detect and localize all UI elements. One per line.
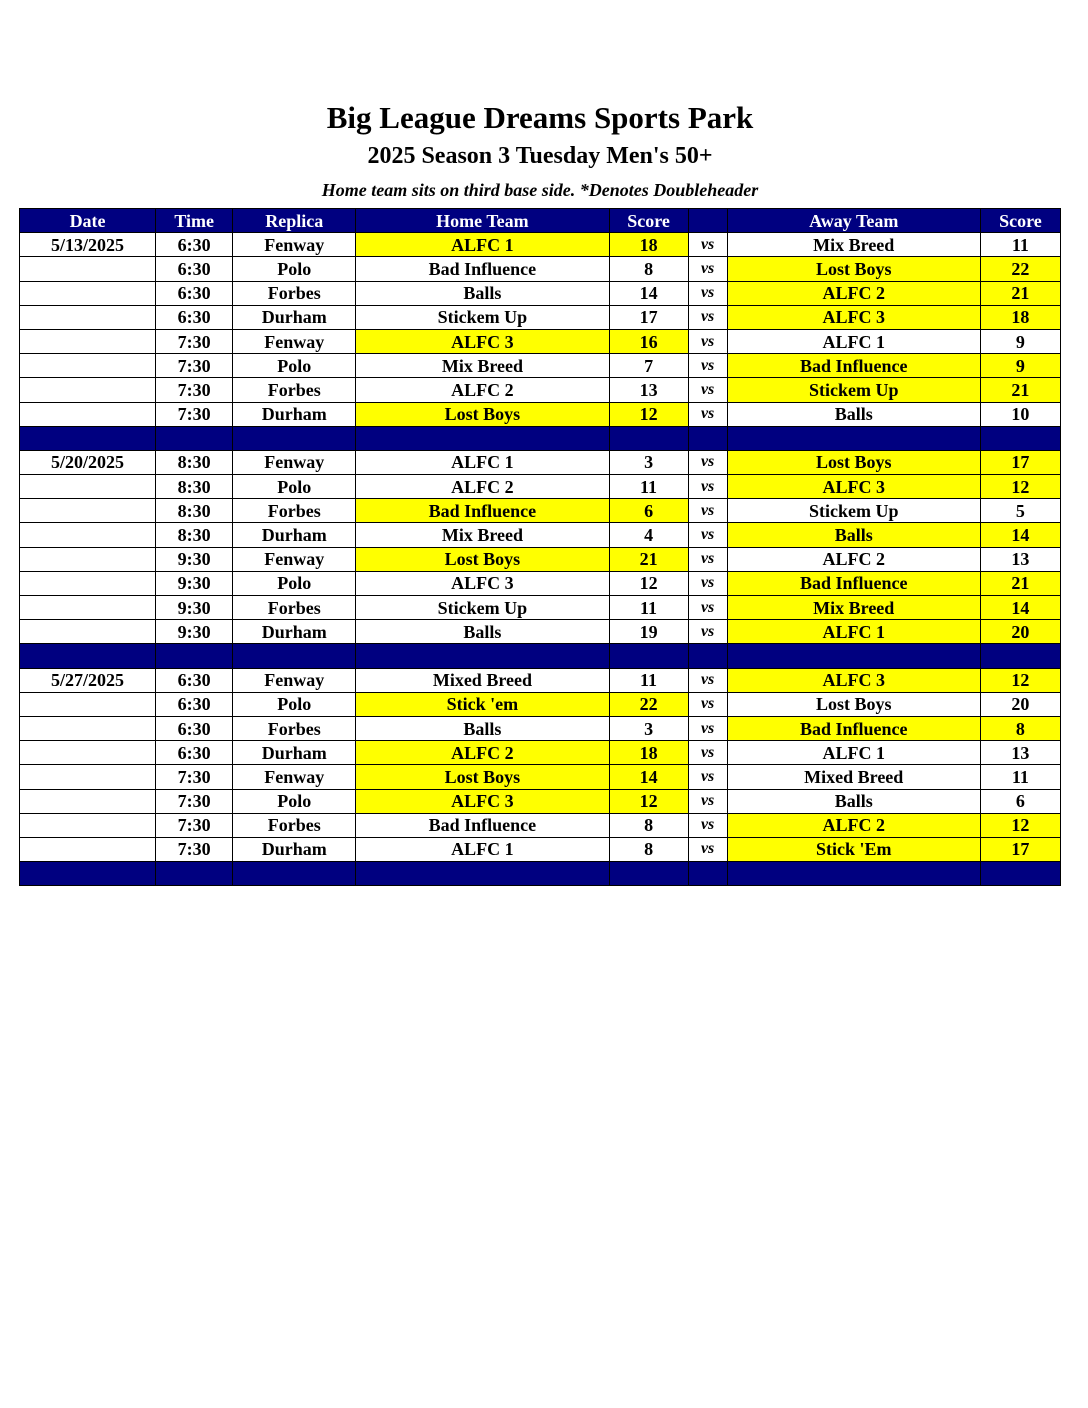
away-score-cell: 21 <box>980 281 1060 305</box>
replica-cell: Fenway <box>233 668 356 692</box>
table-row <box>20 741 1061 765</box>
home-team-cell: Mix Breed <box>356 354 609 378</box>
time-cell: 6:30 <box>156 233 233 257</box>
separator-cell <box>356 644 609 668</box>
replica-cell: Polo <box>233 789 356 813</box>
away-team-cell: Balls <box>727 523 980 547</box>
away-score-cell: 5 <box>980 499 1060 523</box>
time-cell: 9:30 <box>156 620 233 644</box>
table-row <box>20 281 1061 305</box>
separator-cell <box>727 426 980 450</box>
vs-cell: vs <box>688 378 727 402</box>
vs-cell: vs <box>688 765 727 789</box>
home-team-cell: Mix Breed <box>356 523 609 547</box>
separator-cell <box>20 426 156 450</box>
date-cell <box>20 257 156 281</box>
column-header-home-team: Home Team <box>356 209 609 233</box>
away-score-cell: 17 <box>980 450 1060 474</box>
home-score-cell: 6 <box>609 499 688 523</box>
time-cell: 7:30 <box>156 813 233 837</box>
replica-cell: Durham <box>233 620 356 644</box>
table-row <box>20 233 1061 257</box>
schedule-table <box>19 208 1061 886</box>
schedule-note: Home team sits on third base side. *Denotes Doubleheader <box>321 180 759 200</box>
time-cell: 9:30 <box>156 571 233 595</box>
separator-cell <box>688 426 727 450</box>
page-title: Big League Dreams Sports Park <box>326 100 754 135</box>
away-score-cell: 17 <box>980 837 1060 861</box>
away-score-cell: 11 <box>980 765 1060 789</box>
vs-cell: vs <box>688 789 727 813</box>
column-header-date: Date <box>20 209 156 233</box>
table-row <box>20 499 1061 523</box>
home-score-cell: 4 <box>609 523 688 547</box>
vs-cell: vs <box>688 571 727 595</box>
away-team-cell: Mix Breed <box>727 596 980 620</box>
vs-cell: vs <box>688 305 727 329</box>
separator-cell <box>156 644 233 668</box>
time-cell: 6:30 <box>156 281 233 305</box>
time-cell: 9:30 <box>156 596 233 620</box>
separator-cell <box>980 644 1060 668</box>
home-score-cell: 3 <box>609 716 688 740</box>
away-score-cell: 21 <box>980 378 1060 402</box>
home-score-cell: 22 <box>609 692 688 716</box>
home-score-cell: 3 <box>609 450 688 474</box>
separator-cell <box>233 862 356 886</box>
replica-cell: Fenway <box>233 547 356 571</box>
time-cell: 9:30 <box>156 547 233 571</box>
vs-cell: vs <box>688 692 727 716</box>
home-team-cell: Balls <box>356 716 609 740</box>
away-team-cell: ALFC 3 <box>727 305 980 329</box>
home-team-cell: Mixed Breed <box>356 668 609 692</box>
home-team-cell: ALFC 3 <box>356 789 609 813</box>
home-score-cell: 12 <box>609 571 688 595</box>
column-header-vs <box>688 209 727 233</box>
date-cell <box>20 837 156 861</box>
replica-cell: Durham <box>233 837 356 861</box>
away-score-cell: 14 <box>980 596 1060 620</box>
away-score-cell: 8 <box>980 716 1060 740</box>
replica-cell: Forbes <box>233 596 356 620</box>
table-row <box>20 716 1061 740</box>
column-header-away-score: Score <box>980 209 1060 233</box>
table-row <box>20 257 1061 281</box>
separator-cell <box>20 644 156 668</box>
date-cell <box>20 378 156 402</box>
table-row <box>20 523 1061 547</box>
away-team-cell: ALFC 2 <box>727 813 980 837</box>
home-score-cell: 12 <box>609 789 688 813</box>
vs-cell: vs <box>688 329 727 353</box>
date-cell: 5/27/2025 <box>20 668 156 692</box>
column-header-home-score: Score <box>609 209 688 233</box>
time-cell: 6:30 <box>156 257 233 281</box>
table-row <box>20 789 1061 813</box>
home-team-cell: ALFC 3 <box>356 571 609 595</box>
vs-cell: vs <box>688 620 727 644</box>
vs-cell: vs <box>688 354 727 378</box>
date-cell <box>20 499 156 523</box>
away-score-cell: 9 <box>980 329 1060 353</box>
replica-cell: Polo <box>233 692 356 716</box>
home-team-cell: Stickem Up <box>356 596 609 620</box>
separator-cell <box>688 644 727 668</box>
separator-cell <box>20 862 156 886</box>
time-cell: 6:30 <box>156 692 233 716</box>
table-header-row <box>20 209 1061 233</box>
separator-cell <box>609 426 688 450</box>
date-cell <box>20 765 156 789</box>
date-cell <box>20 305 156 329</box>
table-row <box>20 620 1061 644</box>
table-row <box>20 402 1061 426</box>
time-cell: 7:30 <box>156 765 233 789</box>
away-team-cell: Bad Influence <box>727 716 980 740</box>
date-cell <box>20 523 156 547</box>
table-row <box>20 596 1061 620</box>
away-score-cell: 22 <box>980 257 1060 281</box>
home-team-cell: ALFC 1 <box>356 450 609 474</box>
away-team-cell: Mixed Breed <box>727 765 980 789</box>
away-score-cell: 20 <box>980 692 1060 716</box>
replica-cell: Durham <box>233 741 356 765</box>
away-score-cell: 20 <box>980 620 1060 644</box>
time-cell: 7:30 <box>156 837 233 861</box>
vs-cell: vs <box>688 257 727 281</box>
vs-cell: vs <box>688 402 727 426</box>
replica-cell: Polo <box>233 354 356 378</box>
away-team-cell: ALFC 3 <box>727 475 980 499</box>
away-team-cell: Lost Boys <box>727 450 980 474</box>
date-cell <box>20 329 156 353</box>
time-cell: 8:30 <box>156 475 233 499</box>
replica-cell: Polo <box>233 257 356 281</box>
page-subtitle: 2025 Season 3 Tuesday Men's 50+ <box>367 143 713 169</box>
home-team-cell: Lost Boys <box>356 547 609 571</box>
away-team-cell: ALFC 3 <box>727 668 980 692</box>
date-cell <box>20 475 156 499</box>
home-score-cell: 21 <box>609 547 688 571</box>
date-cell <box>20 354 156 378</box>
home-score-cell: 18 <box>609 233 688 257</box>
replica-cell: Polo <box>233 571 356 595</box>
away-team-cell: Bad Influence <box>727 354 980 378</box>
away-team-cell: Lost Boys <box>727 692 980 716</box>
date-cell <box>20 571 156 595</box>
home-score-cell: 11 <box>609 596 688 620</box>
away-team-cell: Balls <box>727 789 980 813</box>
week-separator-row <box>20 426 1061 450</box>
table-row <box>20 765 1061 789</box>
replica-cell: Durham <box>233 305 356 329</box>
away-score-cell: 13 <box>980 547 1060 571</box>
home-score-cell: 17 <box>609 305 688 329</box>
date-cell: 5/13/2025 <box>20 233 156 257</box>
table-row <box>20 668 1061 692</box>
home-team-cell: Balls <box>356 620 609 644</box>
vs-cell: vs <box>688 547 727 571</box>
date-cell <box>20 402 156 426</box>
week-separator-row <box>20 644 1061 668</box>
time-cell: 6:30 <box>156 668 233 692</box>
separator-cell <box>156 426 233 450</box>
away-score-cell: 11 <box>980 233 1060 257</box>
away-score-cell: 6 <box>980 789 1060 813</box>
away-team-cell: ALFC 2 <box>727 547 980 571</box>
home-score-cell: 14 <box>609 281 688 305</box>
home-score-cell: 18 <box>609 741 688 765</box>
vs-cell: vs <box>688 813 727 837</box>
vs-cell: vs <box>688 741 727 765</box>
away-team-cell: ALFC 1 <box>727 620 980 644</box>
vs-cell: vs <box>688 837 727 861</box>
away-team-cell: Stickem Up <box>727 378 980 402</box>
away-score-cell: 13 <box>980 741 1060 765</box>
away-score-cell: 12 <box>980 813 1060 837</box>
away-score-cell: 18 <box>980 305 1060 329</box>
away-score-cell: 14 <box>980 523 1060 547</box>
home-team-cell: Bad Influence <box>356 257 609 281</box>
away-team-cell: Bad Influence <box>727 571 980 595</box>
replica-cell: Fenway <box>233 233 356 257</box>
home-team-cell: Balls <box>356 281 609 305</box>
home-score-cell: 8 <box>609 813 688 837</box>
vs-cell: vs <box>688 596 727 620</box>
table-row <box>20 571 1061 595</box>
time-cell: 8:30 <box>156 523 233 547</box>
vs-cell: vs <box>688 523 727 547</box>
away-score-cell: 12 <box>980 668 1060 692</box>
replica-cell: Forbes <box>233 499 356 523</box>
vs-cell: vs <box>688 281 727 305</box>
home-score-cell: 7 <box>609 354 688 378</box>
separator-cell <box>233 644 356 668</box>
home-score-cell: 11 <box>609 668 688 692</box>
home-score-cell: 19 <box>609 620 688 644</box>
vs-cell: vs <box>688 450 727 474</box>
time-cell: 8:30 <box>156 450 233 474</box>
time-cell: 6:30 <box>156 716 233 740</box>
vs-cell: vs <box>688 668 727 692</box>
away-team-cell: Stickem Up <box>727 499 980 523</box>
column-header-replica: Replica <box>233 209 356 233</box>
away-team-cell: Stick 'Em <box>727 837 980 861</box>
replica-cell: Durham <box>233 402 356 426</box>
home-team-cell: Bad Influence <box>356 813 609 837</box>
separator-cell <box>980 426 1060 450</box>
separator-cell <box>688 862 727 886</box>
replica-cell: Fenway <box>233 329 356 353</box>
replica-cell: Forbes <box>233 813 356 837</box>
table-row <box>20 475 1061 499</box>
vs-cell: vs <box>688 499 727 523</box>
home-team-cell: ALFC 3 <box>356 329 609 353</box>
date-cell <box>20 620 156 644</box>
home-score-cell: 13 <box>609 378 688 402</box>
table-row <box>20 354 1061 378</box>
time-cell: 7:30 <box>156 378 233 402</box>
replica-cell: Polo <box>233 475 356 499</box>
home-team-cell: ALFC 1 <box>356 837 609 861</box>
home-score-cell: 11 <box>609 475 688 499</box>
away-team-cell: ALFC 1 <box>727 741 980 765</box>
time-cell: 7:30 <box>156 354 233 378</box>
table-row <box>20 837 1061 861</box>
replica-cell: Forbes <box>233 281 356 305</box>
time-cell: 7:30 <box>156 329 233 353</box>
home-team-cell: Bad Influence <box>356 499 609 523</box>
away-score-cell: 10 <box>980 402 1060 426</box>
vs-cell: vs <box>688 475 727 499</box>
time-cell: 6:30 <box>156 741 233 765</box>
table-row <box>20 692 1061 716</box>
time-cell: 6:30 <box>156 305 233 329</box>
away-score-cell: 21 <box>980 571 1060 595</box>
table-row <box>20 450 1061 474</box>
date-cell <box>20 741 156 765</box>
separator-cell <box>980 862 1060 886</box>
home-team-cell: ALFC 2 <box>356 475 609 499</box>
table-row <box>20 547 1061 571</box>
away-score-cell: 9 <box>980 354 1060 378</box>
week-separator-row <box>20 862 1061 886</box>
date-cell <box>20 281 156 305</box>
away-team-cell: ALFC 2 <box>727 281 980 305</box>
table-row <box>20 378 1061 402</box>
replica-cell: Fenway <box>233 765 356 789</box>
table-row <box>20 329 1061 353</box>
replica-cell: Fenway <box>233 450 356 474</box>
away-team-cell: Lost Boys <box>727 257 980 281</box>
table-row <box>20 813 1061 837</box>
date-cell <box>20 813 156 837</box>
date-cell <box>20 692 156 716</box>
home-team-cell: ALFC 2 <box>356 378 609 402</box>
vs-cell: vs <box>688 716 727 740</box>
date-cell <box>20 716 156 740</box>
replica-cell: Forbes <box>233 716 356 740</box>
replica-cell: Forbes <box>233 378 356 402</box>
column-header-time: Time <box>156 209 233 233</box>
separator-cell <box>156 862 233 886</box>
separator-cell <box>356 862 609 886</box>
home-team-cell: Lost Boys <box>356 765 609 789</box>
home-score-cell: 8 <box>609 257 688 281</box>
away-score-cell: 12 <box>980 475 1060 499</box>
separator-cell <box>609 644 688 668</box>
vs-cell: vs <box>688 233 727 257</box>
replica-cell: Durham <box>233 523 356 547</box>
separator-cell <box>356 426 609 450</box>
home-score-cell: 8 <box>609 837 688 861</box>
home-team-cell: ALFC 2 <box>356 741 609 765</box>
date-cell: 5/20/2025 <box>20 450 156 474</box>
home-score-cell: 12 <box>609 402 688 426</box>
away-team-cell: Balls <box>727 402 980 426</box>
home-score-cell: 14 <box>609 765 688 789</box>
table-row <box>20 305 1061 329</box>
time-cell: 7:30 <box>156 789 233 813</box>
home-team-cell: ALFC 1 <box>356 233 609 257</box>
away-team-cell: Mix Breed <box>727 233 980 257</box>
time-cell: 7:30 <box>156 402 233 426</box>
column-header-away-team: Away Team <box>727 209 980 233</box>
home-team-cell: Lost Boys <box>356 402 609 426</box>
away-team-cell: ALFC 1 <box>727 329 980 353</box>
home-team-cell: Stickem Up <box>356 305 609 329</box>
date-cell <box>20 789 156 813</box>
time-cell: 8:30 <box>156 499 233 523</box>
home-team-cell: Stick 'em <box>356 692 609 716</box>
separator-cell <box>727 862 980 886</box>
separator-cell <box>233 426 356 450</box>
date-cell <box>20 547 156 571</box>
home-score-cell: 16 <box>609 329 688 353</box>
date-cell <box>20 596 156 620</box>
separator-cell <box>609 862 688 886</box>
separator-cell <box>727 644 980 668</box>
